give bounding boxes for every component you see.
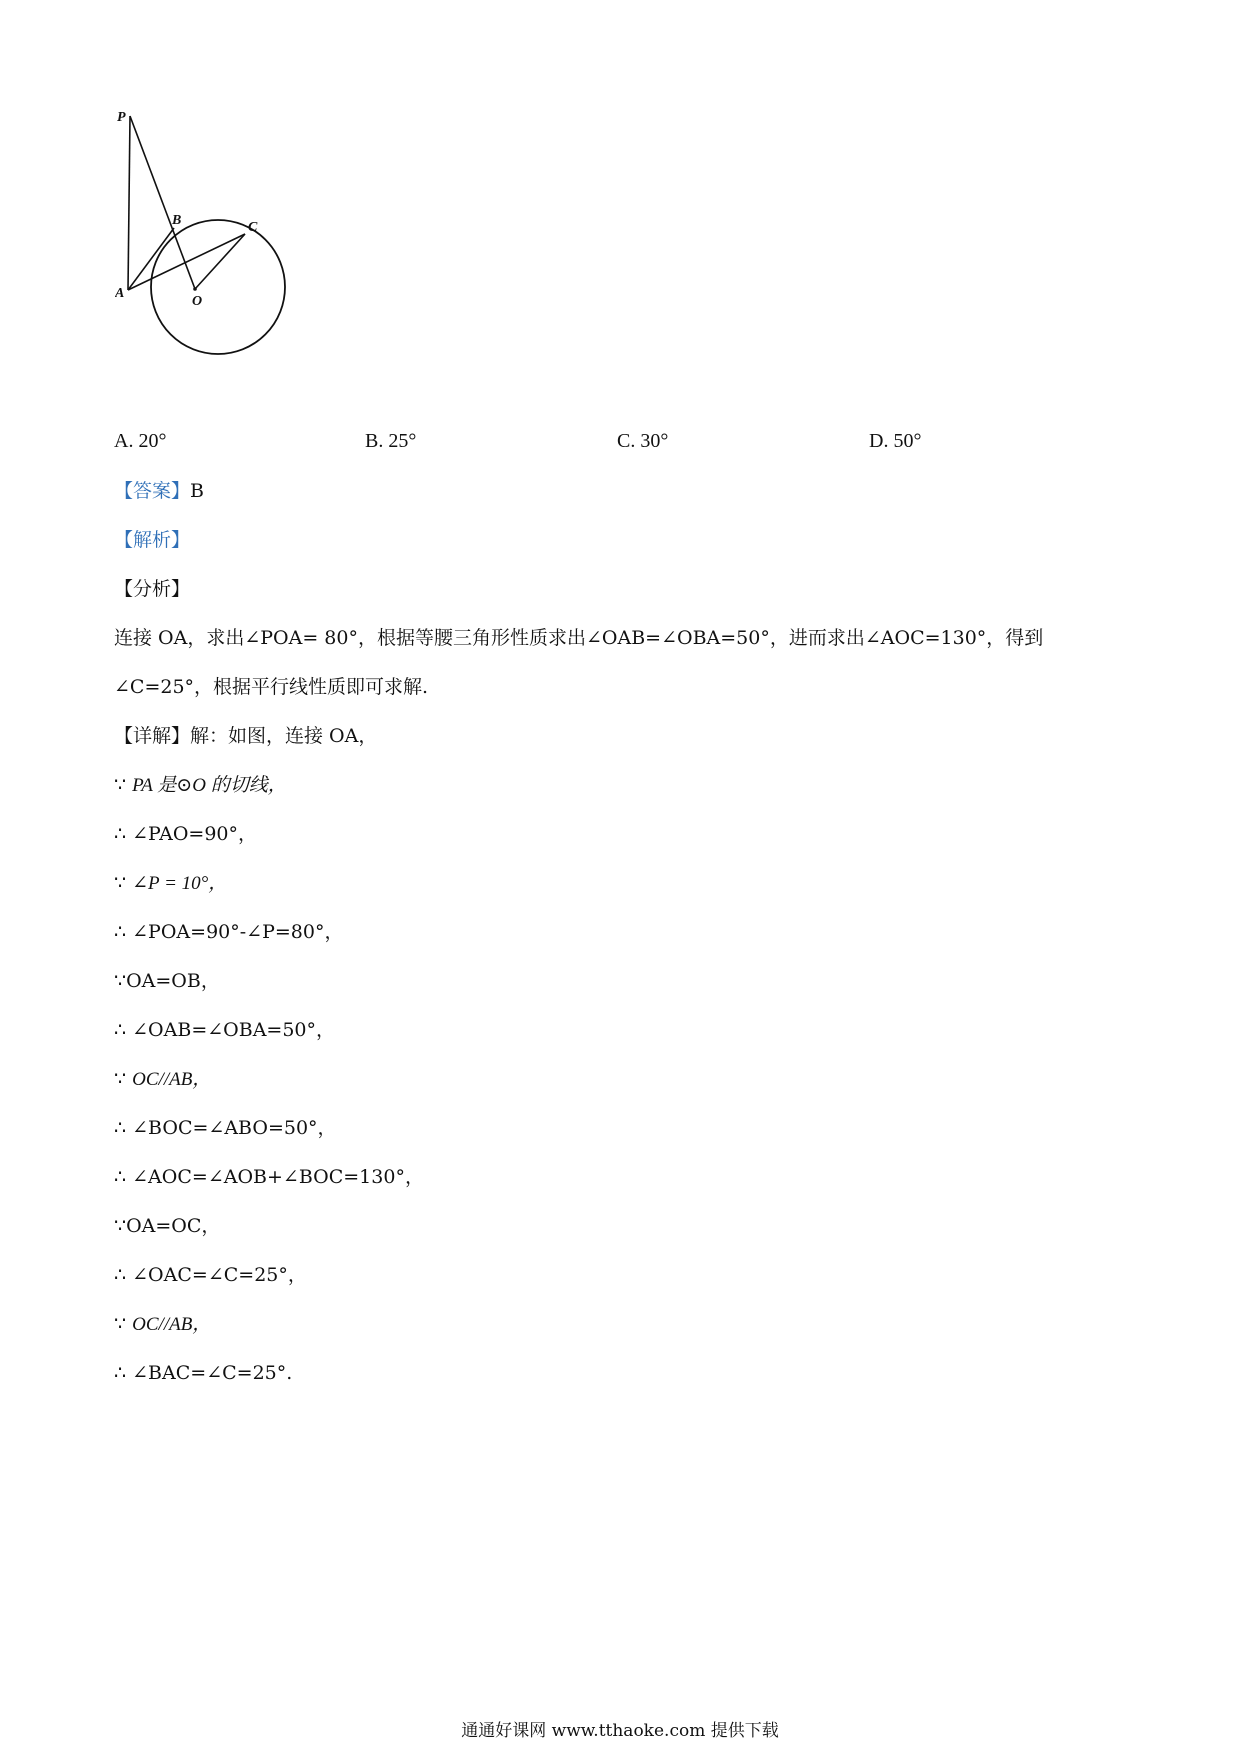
step-text: OC//AB，: [132, 1314, 212, 1335]
option-c: C. 30°: [617, 430, 669, 452]
step-text: ∠P = 10°，: [132, 873, 228, 894]
answer-options: [114, 430, 1114, 462]
step-text: ∠OAB=∠OBA=50°，: [132, 1019, 336, 1041]
step-text: ∠BAC=∠C=25°.: [132, 1362, 293, 1384]
step-prefix: ∴: [114, 1264, 133, 1286]
answer-line: [114, 478, 204, 504]
detail-intro-line: [114, 723, 377, 749]
solution-step: [114, 1213, 220, 1239]
step-text: ∠AOC=∠AOB+∠BOC=130°，: [132, 1166, 424, 1188]
option-a: A. 20°: [114, 430, 167, 452]
solution-step: [114, 1262, 307, 1288]
label-p: P: [117, 110, 126, 125]
solution-step: [114, 1360, 292, 1386]
step-prefix: ∴: [114, 823, 133, 845]
answer-label: 【答案】: [114, 480, 191, 502]
step-prefix: ∵: [114, 1068, 133, 1090]
center-point-o: [193, 287, 197, 291]
solution-step: [114, 1115, 337, 1141]
solution-step: [114, 968, 220, 994]
option-b: B. 25°: [365, 430, 417, 452]
label-b: B: [172, 213, 182, 228]
step-prefix: ∵: [114, 774, 133, 796]
option-d: D. 50°: [869, 430, 922, 452]
step-prefix: ∵: [114, 1215, 127, 1237]
analysis-text-line-2: ∠C=25°，根据平行线性质即可求解.: [114, 676, 429, 698]
analysis-text-line-1: 连接 OA，求出∠POA= 80°，根据等腰三角形性质求出∠OAB=∠OBA=50°，进而求出∠AOC=130°，得到: [114, 627, 1044, 649]
step-prefix: ∴: [114, 1166, 133, 1188]
solution-step: [114, 870, 227, 897]
segment-ac: [128, 234, 245, 290]
solution-step: [114, 821, 257, 847]
step-text: OA=OC，: [126, 1215, 221, 1237]
step-prefix: ∵: [114, 1313, 133, 1335]
label-o: O: [192, 294, 203, 309]
detail-heading: 【详解】: [114, 725, 191, 747]
segment-pa: [128, 116, 130, 290]
solution-step: [114, 772, 287, 799]
step-text: OC//AB，: [132, 1069, 212, 1090]
solution-step: [114, 1017, 335, 1043]
step-text: ∠PAO=90°，: [132, 823, 257, 845]
solution-step: [114, 1164, 424, 1190]
analysis-subheading: 【分析】: [114, 578, 191, 600]
solution-step: [114, 919, 343, 945]
solution-step: [114, 1311, 211, 1338]
step-text: PA 是⊙O 的切线，: [132, 775, 287, 796]
step-text: OA=OB，: [126, 970, 220, 992]
step-prefix: ∴: [114, 921, 133, 943]
segment-oc: [195, 234, 245, 289]
step-prefix: ∴: [114, 1019, 133, 1041]
step-text: ∠POA=90°-∠P=80°，: [132, 921, 344, 943]
step-prefix: ∴: [114, 1117, 133, 1139]
label-a: A: [115, 286, 125, 301]
page-footer: 通通好课网 www.tthaoke.com 提供下载: [461, 1721, 779, 1741]
step-text: ∠BOC=∠ABO=50°，: [132, 1117, 337, 1139]
detail-intro: 解：如图，连接 OA，: [190, 725, 378, 747]
step-prefix: ∵: [114, 970, 127, 992]
step-prefix: ∴: [114, 1362, 133, 1384]
solution-step: [114, 1066, 211, 1093]
analysis-heading: 【解析】: [114, 529, 191, 551]
label-c: C: [248, 220, 258, 235]
circle-o: [151, 220, 285, 354]
geometry-diagram: [115, 110, 305, 410]
step-prefix: ∵: [114, 872, 133, 894]
step-text: ∠OAC=∠C=25°，: [132, 1264, 307, 1286]
answer-value: B: [190, 480, 204, 502]
geometry-figure: [115, 110, 305, 410]
